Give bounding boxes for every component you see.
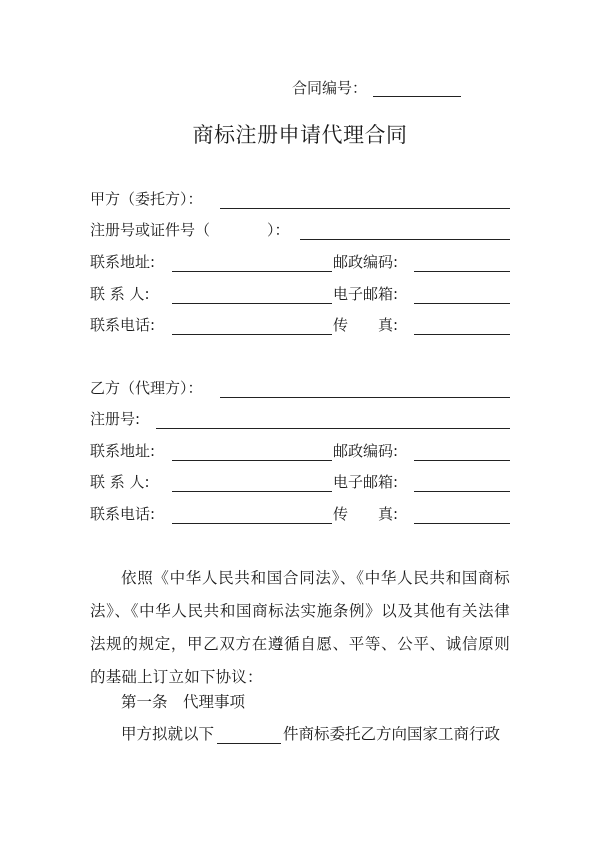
party-b-address-field[interactable] xyxy=(172,460,332,461)
party-a-contact-field[interactable] xyxy=(172,303,332,304)
party-a-contact-label: 联 系 人: xyxy=(90,285,150,303)
party-a-postcode-label: 邮政编码: xyxy=(333,253,399,271)
party-a-email-field[interactable] xyxy=(414,303,510,304)
party-b-contact-field[interactable] xyxy=(172,491,332,492)
party-b-postcode-field[interactable] xyxy=(414,460,510,461)
party-b-postcode-label: 邮政编码: xyxy=(333,442,399,460)
page-title: 商标注册申请代理合同 xyxy=(192,123,408,147)
party-b-email-label: 电子邮箱: xyxy=(333,473,399,491)
party-a-address-field[interactable] xyxy=(172,271,332,272)
party-a-phone-label: 联系电话: xyxy=(90,316,156,334)
party-a-postcode-field[interactable] xyxy=(414,271,510,272)
party-b-phone-field[interactable] xyxy=(172,523,332,524)
article-1-text-after: 件商标委托乙方向国家工商行政 xyxy=(283,725,501,743)
party-b-fax-field[interactable] xyxy=(414,523,510,524)
party-a-heading: 甲方（委托方）： xyxy=(90,190,203,208)
party-a-address-label: 联系地址: xyxy=(90,253,156,271)
party-a-email-label: 电子邮箱: xyxy=(333,285,399,303)
party-a-phone-field[interactable] xyxy=(172,334,332,335)
party-a-name-field[interactable] xyxy=(220,208,510,209)
trademark-count-field[interactable] xyxy=(217,743,281,744)
contract-no-label: 合同编号： xyxy=(292,79,368,97)
party-b-email-field[interactable] xyxy=(414,491,510,492)
party-b-contact-label: 联 系 人: xyxy=(90,473,150,491)
article-1-title: 第一条 代理事项 xyxy=(121,693,246,711)
party-b-heading: 乙方（代理方）： xyxy=(90,379,203,397)
party-a-reg-label: 注册号或证件号（ xyxy=(90,221,211,239)
party-a-fax-label: 传 真: xyxy=(333,316,399,334)
party-b-address-label: 联系地址: xyxy=(90,442,156,460)
intro-paragraph: 依照《中华人民共和国合同法》、《中华人民共和国商标法》、《中华人民共和国商标法实施条例》以及其他有关法律法规的规定，甲乙双方在遵循自愿、平等、公平、诚信原则的基础上订立如下协议： xyxy=(90,569,510,686)
party-b-reg-field[interactable] xyxy=(156,428,510,429)
party-b-phone-label: 联系电话: xyxy=(90,505,156,523)
article-1-text-before: 甲方拟就以下 xyxy=(121,725,215,743)
contract-no-field[interactable] xyxy=(373,96,461,97)
party-b-reg-label: 注册号: xyxy=(90,410,141,428)
party-a-reg-field[interactable] xyxy=(300,239,510,240)
party-b-name-field[interactable] xyxy=(220,397,510,398)
party-a-fax-field[interactable] xyxy=(414,334,510,335)
party-b-fax-label: 传 真: xyxy=(333,505,399,523)
party-a-reg-label-end: ）： xyxy=(267,221,290,239)
